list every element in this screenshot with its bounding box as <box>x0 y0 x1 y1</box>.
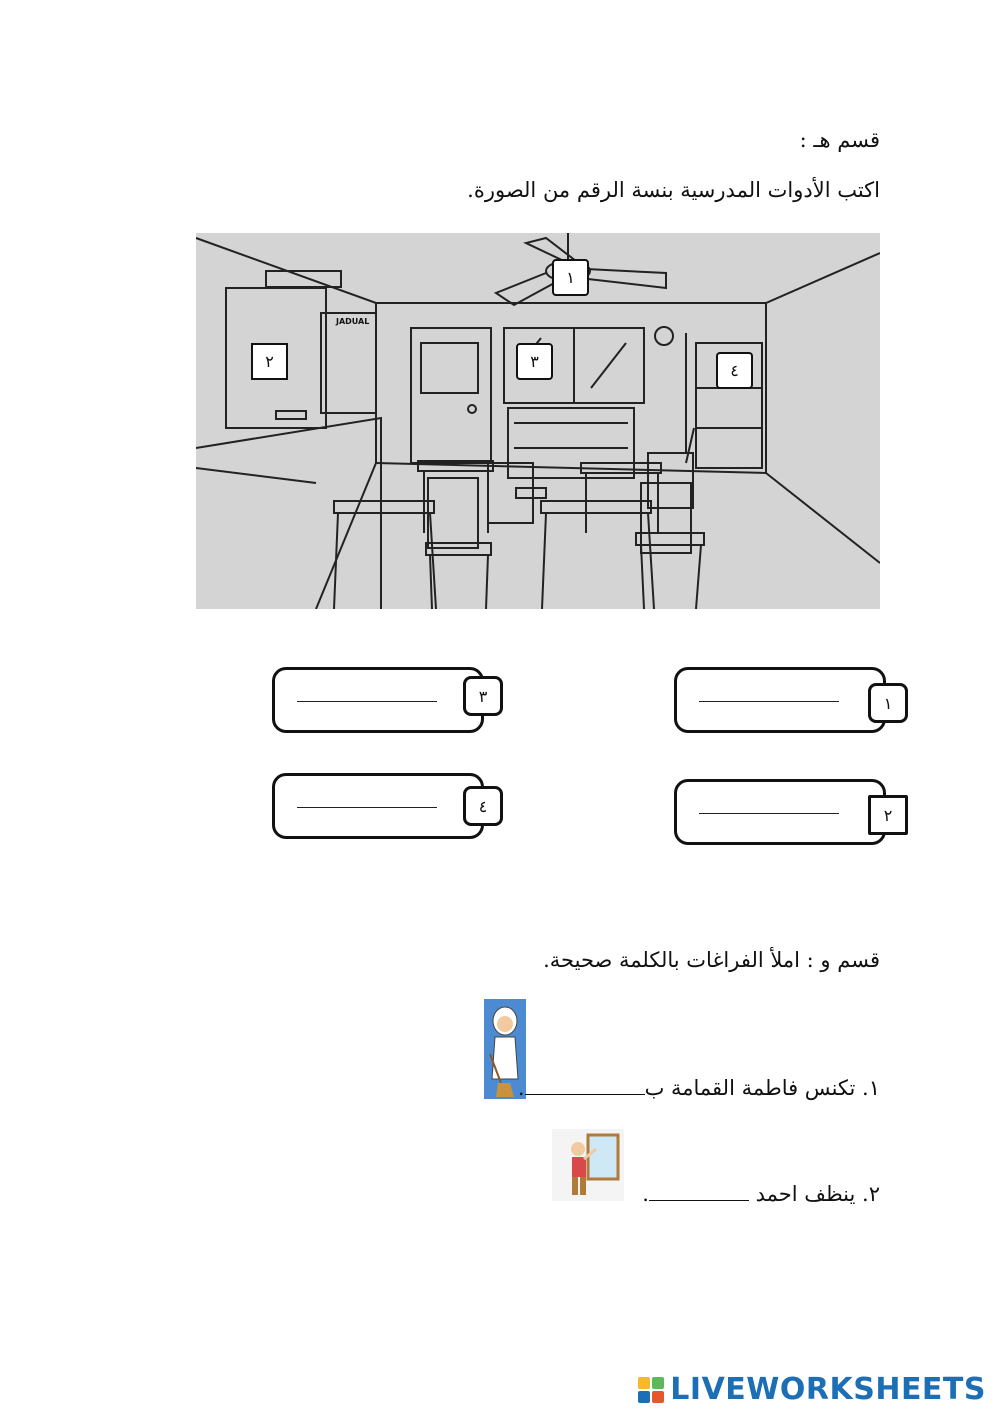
item-1-blank[interactable] <box>525 1080 645 1095</box>
item-1-suffix: . <box>517 1076 525 1100</box>
item-2-prefix: ٢. ينظف احمد <box>748 1182 880 1206</box>
item-2-blank[interactable] <box>649 1186 749 1201</box>
boy-cleaning-window-image <box>552 1129 624 1201</box>
answer-box-1[interactable] <box>674 667 886 733</box>
answer-box-4[interactable] <box>272 773 484 839</box>
photo-label-window: ٣ <box>516 343 553 380</box>
answer-number-3: ٣ <box>463 676 503 716</box>
answer-number-4: ٤ <box>463 786 503 826</box>
item-2-suffix: . <box>642 1182 649 1206</box>
jadual-sign: JADUAL <box>336 317 370 326</box>
brand-text: LIVEWORKSHEETS <box>670 1372 986 1407</box>
answer-line[interactable] <box>297 701 437 702</box>
liveworksheets-logo <box>638 1372 986 1407</box>
answer-line[interactable] <box>297 807 437 808</box>
item-1-prefix: ١. تكنس فاطمة القمامة ب <box>644 1076 880 1100</box>
classroom-drawing <box>196 233 880 609</box>
fill-item-1 <box>518 1076 880 1100</box>
answer-number-1: ١ <box>868 683 908 723</box>
answer-box-3[interactable] <box>272 667 484 733</box>
section-f-title: قسم و : املأ الفراغات بالكلمة صحيحة. <box>543 948 880 972</box>
answer-line[interactable] <box>699 701 839 702</box>
fill-item-2 <box>642 1182 880 1206</box>
section-e-instruction: اكتب الأدوات المدرسية بنسة الرقم من الصورة. <box>467 178 880 202</box>
answer-box-2[interactable] <box>674 779 886 845</box>
section-e-title: قسم هـ : <box>799 128 880 152</box>
answer-number-2: ٢ <box>868 795 908 835</box>
answer-line[interactable] <box>699 813 839 814</box>
photo-label-fan: ١ <box>552 259 589 296</box>
brand-logo-icon <box>638 1377 664 1403</box>
photo-label-board: ٢ <box>251 343 288 380</box>
classroom-picture <box>196 233 880 609</box>
photo-label-cabinet: ٤ <box>716 352 753 389</box>
